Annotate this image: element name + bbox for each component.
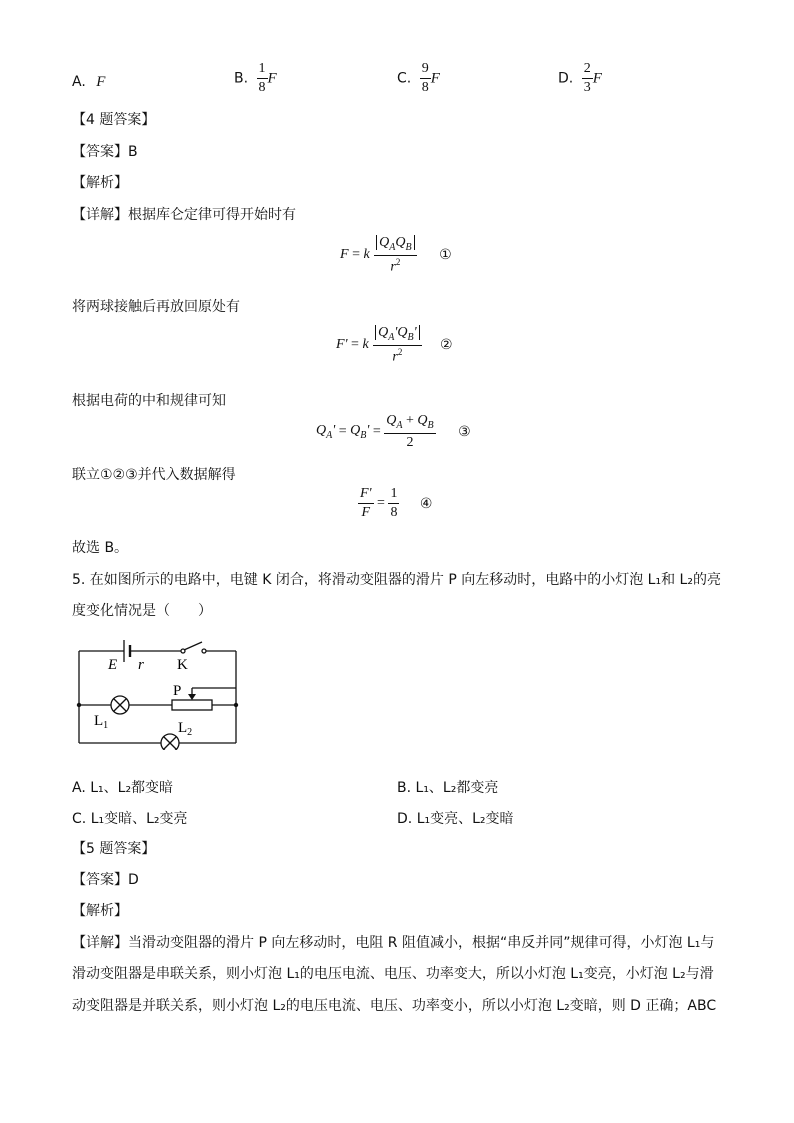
equation-4: $\frac{F'}{F}$ = $\frac{1}{8}$ ④ [360,486,433,520]
equation-2: F' = k $\frac{Q_A'Q_B'}{r^2}$ ② [336,325,453,365]
q4-conclusion: 故选 B。 [72,540,129,556]
option-letter: C. [397,70,412,87]
label-E: E [108,657,118,673]
option-d [558,62,602,95]
q4-answer-line: 【答案】B [72,144,138,160]
label-r: r [138,657,144,673]
option-letter: D. [558,70,574,87]
fraction: $\frac{1}{8}$ [258,61,266,95]
eq4-marker: ④ [419,495,433,512]
fraction: $\frac{F'}{F}$ [360,486,372,520]
q4-line-after-eq1: 将两球接触后再放回原处有 [72,299,240,315]
q4-line-after-eq3: 联立①②③并代入数据解得 [72,467,236,483]
option-a [72,74,105,91]
label-L2: $L_2$ [178,720,193,738]
option-value: F [96,74,106,90]
fraction: $\frac{Q_AQ_B}{r^2}$ [374,236,416,274]
option-value: F [267,70,277,87]
junction-dot [234,703,238,707]
label-P: P [173,683,182,699]
q5-detail-line1: 【详解】当滑动变阻器的滑片 P 向左移动时，电阻 R 阻值减小，根据“串反并同”规律可得，小灯泡 L₁与 [72,935,715,951]
fraction: $\frac{9}{8}$ [421,61,429,95]
rheostat [172,700,212,710]
eq3-marker: ③ [458,423,471,440]
fraction: $\frac{Q_A + Q_B}{2}$ [386,413,434,450]
fraction: $\frac{1}{8}$ [390,486,398,520]
q5-option-a: A. L₁、L₂都变暗 [72,780,174,796]
fraction: $\frac{2}{3}$ [583,61,591,95]
label-K: K [177,657,188,673]
eq1-marker: ① [439,247,452,264]
lamp-l2 [161,734,179,750]
option-value: F [592,70,602,87]
equation-3: $Q_A' = Q_B'$ = $\frac{Q_A + Q_B}{2}$ ③ [316,413,471,450]
q4-line-after-eq2: 根据电荷的中和规律可知 [72,393,226,409]
q5-stem-line2: 度变化情况是（ ） [72,603,212,619]
q5-option-d: D. L₁变亮、L₂变暗 [397,811,514,827]
q5-stem-line1: 5. 在如图所示的电路中，电键 K 闭合，将滑动变阻器的滑片 P 向左移动时，电路中的小灯泡 L₁和 L₂的亮 [72,572,721,588]
label-L1: $L_1$ [94,713,109,731]
switch-blade [184,642,202,650]
q5-detail-line3: 动变阻器是并联关系，则小灯泡 L₂的电压电流、电压、功率变小，所以小灯泡 L₂变暗，则 D 正确；ABC [72,998,717,1014]
option-b [234,62,277,95]
q5-analysis-heading: 【解析】 [72,903,128,919]
q5-answer-line: 【答案】D [72,872,139,888]
fraction: $\frac{Q_A'Q_B'}{r^2}$ [373,326,421,364]
option-letter: A. [72,74,86,90]
equation-1: F = k $\frac{Q_AQ_B}{r^2}$ ① [340,235,452,275]
option-letter: B. [234,70,249,87]
q5-detail-line2: 滑动变阻器是串联关系，则小灯泡 L₁的电压电流、电压、功率变大，所以小灯泡 L₁变亮，小灯泡 L₂与滑 [72,966,714,982]
circuit-diagram [74,632,244,750]
q4-analysis-heading: 【解析】 [72,175,128,191]
q4-detail-intro: 【详解】根据库仑定律可得开始时有 [72,207,296,223]
option-value: F [430,70,440,87]
q5-answer-heading: 【5 题答案】 [72,841,156,857]
switch-contact [202,649,206,653]
q5-option-b: B. L₁、L₂都变亮 [397,780,499,796]
q5-option-c: C. L₁变暗、L₂变亮 [72,811,188,827]
option-c [397,62,440,95]
slider-arrow [188,694,196,700]
q4-answer-heading: 【4 题答案】 [72,112,156,128]
junction-dot [77,703,81,707]
eq2-marker: ② [440,337,453,354]
